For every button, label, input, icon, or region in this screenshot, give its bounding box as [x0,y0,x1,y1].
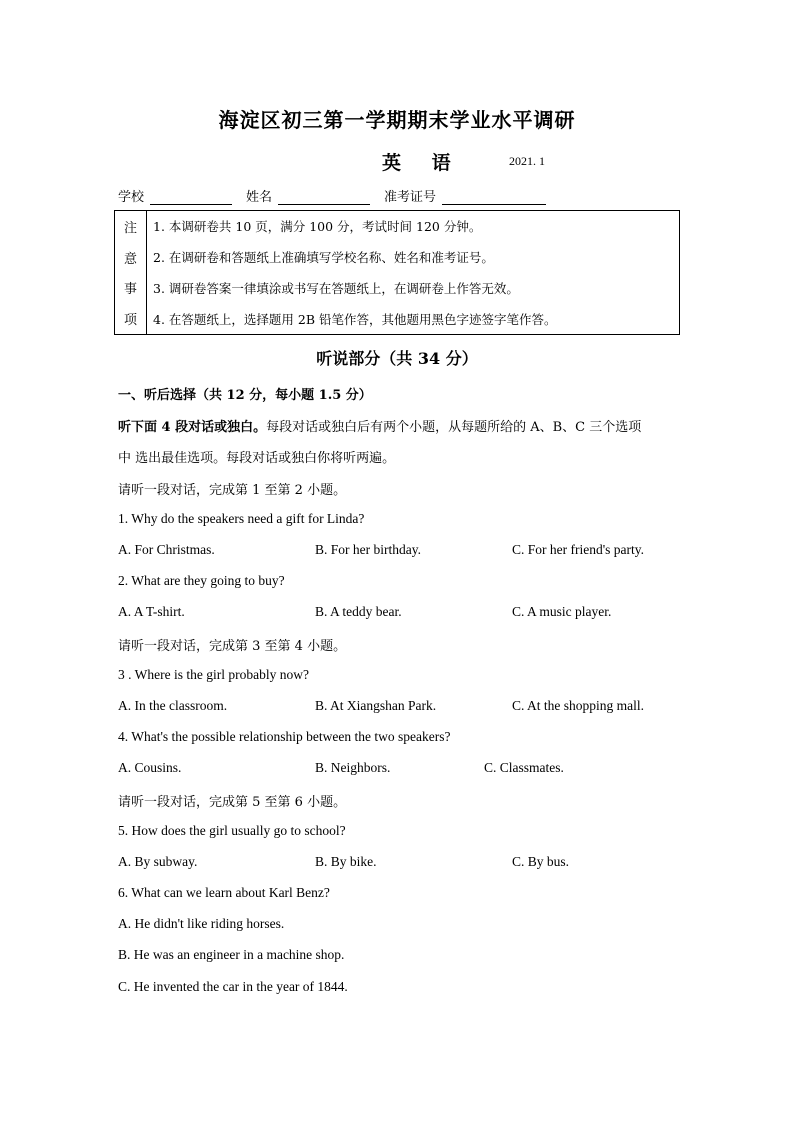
group-instruction: 请听一段对话，完成第 5 至第 6 小题。 [118,795,347,810]
option-c[interactable]: C. Classmates. [484,760,564,775]
option-c[interactable]: C. At the shopping mall. [512,698,645,713]
option-a[interactable]: A. A T-shirt. [118,604,185,619]
option-b[interactable]: B. A teddy bear. [315,604,402,619]
option-c[interactable]: C. For her friend's party. [512,542,645,557]
option-a[interactable]: A. By subway. [118,854,198,869]
notice-item: 3. 调研卷答案一律填涂或书写在答题纸上，在调研卷上作答无效。 [153,280,519,296]
question-text: 2. What are they going to buy? [118,573,285,588]
section-title: 听说部分（共 34 分） [316,349,478,368]
exam-date: 2021. 1 [509,154,545,168]
name-label: 姓名 [246,190,273,205]
name-field[interactable] [278,190,370,205]
instruction-text: 每段对话或独白后有两个小题，从每题所给的 A、B、C 三个选项 [266,420,642,435]
question-text: 5. How does the girl usually go to school? [118,823,346,838]
notice-items [147,211,679,334]
notice-item: 4. 在答题纸上，选择题用 2B 铅笔作答，其他题用黑色字迹签字笔作答。 [153,311,557,327]
notice-item: 1. 本调研卷共 10 页，满分 100 分，考试时间 120 分钟。 [153,219,482,235]
option-c[interactable]: C. A music player. [512,604,612,619]
notice-box [114,210,680,335]
exam-title: 海淀区初三第一学期期末学业水平调研 [218,108,576,132]
student-info-row [118,186,560,205]
instruction-line-2: 中 选出最佳选项。每段对话或独白你将听两遍。 [118,451,396,466]
group-instruction: 请听一段对话，完成第 1 至第 2 小题。 [118,483,347,498]
instruction-lead: 听下面 4 段对话或独白。 [118,420,267,435]
group-instruction: 请听一段对话，完成第 3 至第 4 小题。 [118,639,347,654]
school-label: 学校 [118,190,145,205]
notice-heading-char: 事 [123,282,137,298]
question-text: 3 . Where is the girl probably now? [118,667,309,682]
school-field[interactable] [150,190,232,205]
option-b[interactable]: B. Neighbors. [315,760,391,775]
question-text: 1. Why do the speakers need a gift for Linda? [118,511,365,526]
option-b[interactable]: B. He was an engineer in a machine shop. [118,947,345,962]
notice-heading-char: 项 [123,313,137,329]
option-b[interactable]: B. At Xiangshan Park. [315,698,437,713]
option-c[interactable]: C. He invented the car in the year of 1844. [118,979,348,994]
question-text: 4. What's the possible relationship between the two speakers? [118,729,451,744]
notice-heading [115,211,147,334]
option-b[interactable]: B. By bike. [315,854,377,869]
option-b[interactable]: B. For her birthday. [315,542,421,557]
exam-id-field[interactable] [442,190,546,205]
question-text: 6. What can we learn about Karl Benz? [118,885,330,900]
notice-heading-char: 意 [123,251,137,267]
instruction-line [118,416,641,435]
option-a[interactable]: A. Cousins. [118,760,182,775]
part-title: 一、听后选择（共 12 分，每小题 1.5 分） [118,388,372,403]
option-a[interactable]: A. He didn't like riding horses. [118,916,285,931]
notice-heading-char: 注 [123,220,137,236]
exam-id-label: 准考证号 [384,190,437,205]
option-a[interactable]: A. In the classroom. [118,698,228,713]
option-a[interactable]: A. For Christmas. [118,542,215,557]
option-c[interactable]: C. By bus. [512,854,570,869]
subject-title: 英 语 [382,152,463,174]
notice-item: 2. 在调研卷和答题纸上准确填写学校名称、姓名和准考证号。 [153,250,494,266]
